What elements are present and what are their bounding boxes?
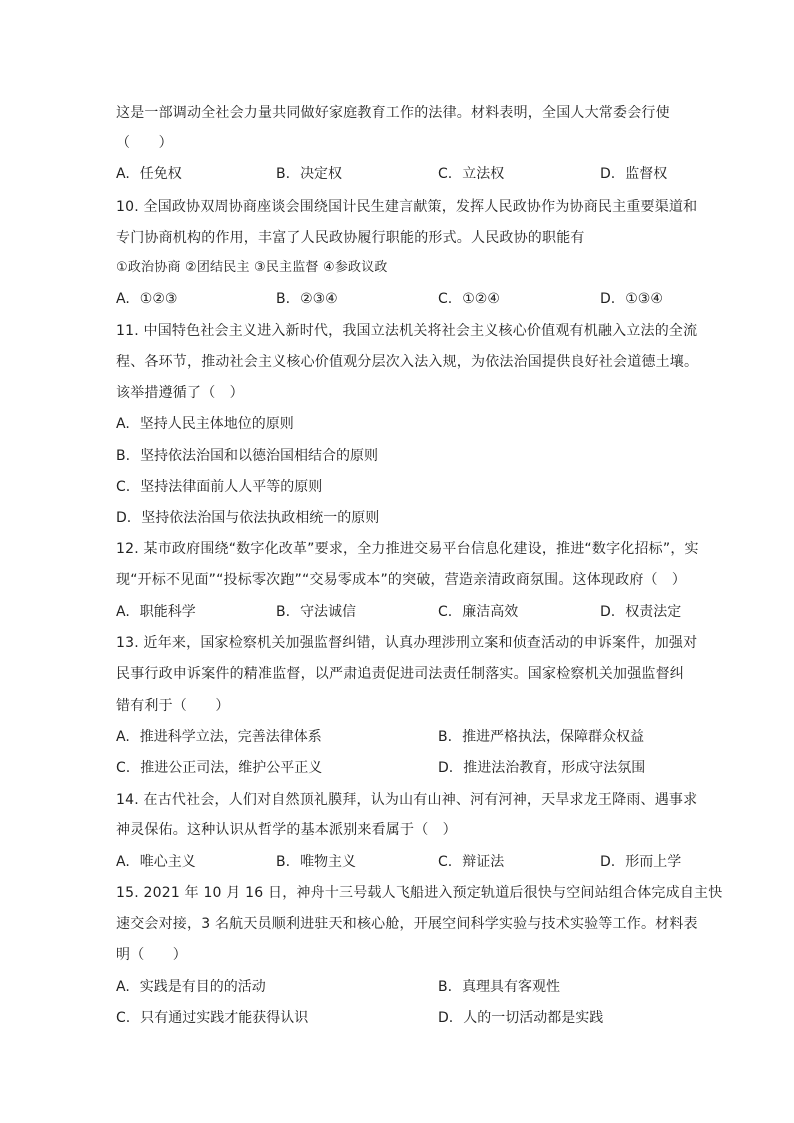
q14-option-d: D. 形而上学 (600, 854, 682, 870)
q12-stem-line: 现“开标不见面”“投标零次跑”“交易零成本”的突破，营造亲清政商氛围。这体现政府（ ） (116, 572, 687, 588)
q11-stem-line: 该举措遵循了（ ） (116, 385, 244, 401)
q12-stem-line: 12. 某市政府围绕“数字化改革”要求，全力推进交易平台信息化建设，推进“数字化招标”，实 (116, 541, 699, 557)
q11-option-b: B. 坚持依法治国和以德治国相结合的原则 (116, 448, 379, 464)
q15-option-b: B. 真理具有客观性 (438, 979, 561, 995)
q10-option-a: A. ①②③ (116, 291, 178, 307)
q15-stem-line: 明（ ） (116, 947, 187, 963)
q14-option-b: B. 唯物主义 (276, 854, 357, 870)
q12-option-c: C. 廉洁高效 (438, 604, 519, 620)
q14-option-c: C. 辩证法 (438, 854, 505, 870)
q14-stem-line: 神灵保佑。这种认识从哲学的基本派别来看属于（ ） (116, 822, 457, 838)
q13-option-c: C. 推进公正司法，维护公平正义 (116, 760, 323, 776)
q13-stem-line: 13. 近年来，国家检察机关加强监督纠错，认真办理涉刑立案和侦查活动的申诉案件，加强对 (116, 635, 698, 651)
q15-option-a: A. 实践是有目的的活动 (116, 979, 266, 995)
q10-option-b: B. ②③④ (276, 291, 338, 307)
q10-option-c: C. ①②④ (438, 291, 500, 307)
q15-stem-line: 速交会对接，3 名航天员顺利进驻天和核心舱，开展空间科学实验与技术实验等工作。材料表 (116, 916, 698, 932)
q9-stem-line: 这是一部调动全社会力量共同做好家庭教育工作的法律。材料表明，全国人大常委会行使 (116, 105, 670, 121)
q14-option-a: A. 唯心主义 (116, 854, 196, 870)
q12-option-a: A. 职能科学 (116, 604, 196, 620)
q15-stem-line: 15. 2021 年 10 月 16 日，神舟十三号载人飞船进入预定轨道后很快与空间站组合体完成自主快 (116, 885, 723, 901)
q15-option-c: C. 只有通过实践才能获得认识 (116, 1010, 309, 1026)
q9-option-b: B. 决定权 (276, 166, 343, 182)
q13-stem-line: 错有利于（ ） (116, 698, 230, 714)
q11-option-a: A. 坚持人民主体地位的原则 (116, 416, 294, 432)
q13-option-b: B. 推进严格执法，保障群众权益 (438, 729, 645, 745)
q10-choices-line: ①政治协商 ②团结民主 ③民主监督 ④参政议政 (116, 260, 388, 275)
q12-option-b: B. 守法诚信 (276, 604, 357, 620)
q12-option-d: D. 权责法定 (600, 604, 682, 620)
q9-option-c: C. 立法权 (438, 166, 505, 182)
q11-option-c: C. 坚持法律面前人人平等的原则 (116, 479, 323, 495)
q13-option-a: A. 推进科学立法，完善法律体系 (116, 729, 322, 745)
q9-stem-line: （ ） (116, 135, 173, 151)
q11-stem-line: 程、各环节，推动社会主义核心价值观分层次入法入规，为依法治国提供良好社会道德土壤。 (116, 354, 699, 370)
q13-stem-line: 民事行政申诉案件的精准监督，以严肃追责促进司法责任制落实。国家检察机关加强监督纠 (116, 666, 684, 682)
q14-stem-line: 14. 在古代社会，人们对自然顶礼膜拜，认为山有山神、河有河神，天旱求龙王降雨、遇事求 (116, 792, 698, 808)
q15-option-d: D. 人的一切活动都是实践 (438, 1010, 604, 1026)
q10-stem-line: 10. 全国政协双周协商座谈会围绕国计民生建言献策，发挥人民政协作为协商民主重要渠道和 (116, 199, 698, 215)
q11-stem-line: 11. 中国特色社会主义进入新时代，我国立法机关将社会主义核心价值观有机融入立法的全流 (116, 323, 698, 339)
q9-option-a: A. 任免权 (116, 166, 182, 182)
q13-option-d: D. 推进法治教育，形成守法氛围 (438, 760, 646, 776)
q10-option-d: D. ①③④ (600, 291, 663, 307)
q9-option-d: D. 监督权 (600, 166, 668, 182)
q11-option-d: D. 坚持依法治国与依法执政相统一的原则 (116, 510, 380, 526)
q10-stem-line: 专门协商机构的作用，丰富了人民政协履行职能的形式。人民政协的职能有 (116, 230, 585, 246)
